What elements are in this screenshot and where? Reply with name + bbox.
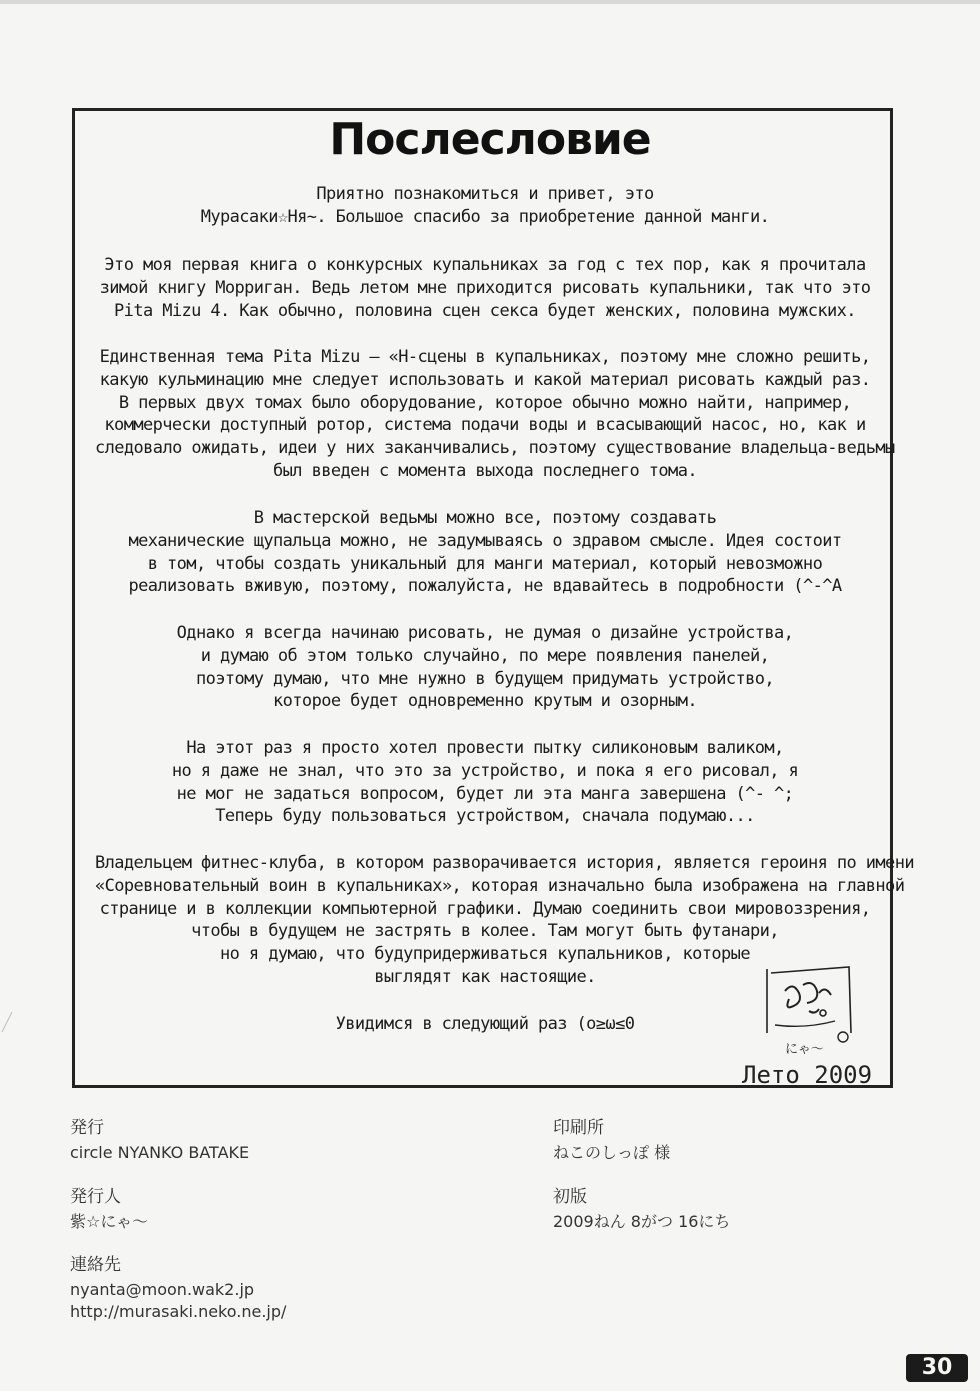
- text-line: Владельцем фитнес-клуба, в котором разворачивается история, является героиня по имени: [95, 853, 914, 873]
- text-line: которое будет одновременно крутым и озорным.: [273, 691, 697, 712]
- author-signature: [763, 963, 855, 1063]
- text-line: но я даже не знал, что это за устройство, и пока я его рисовал, я: [171, 760, 799, 781]
- publisher-block: [70, 1113, 249, 1164]
- text-line: чтобы в будущем не застрять в колее. Там могут быть футанари,: [191, 921, 779, 942]
- text-line: На этот раз я просто хотел провести пытку силиконовым валиком,: [186, 738, 784, 758]
- text-line: зимой книгу Морриган. Ведь летом мне приходится рисовать купальники, так что это: [99, 277, 871, 298]
- printer-label: 印刷所: [553, 1118, 604, 1138]
- contact-block: [70, 1250, 286, 1323]
- text-line: механические щупальца можно, не задумываясь о здравом смысле. Идея состоит: [128, 530, 842, 551]
- paragraph-2: [95, 254, 875, 322]
- first-edition-label: 初版: [553, 1187, 587, 1207]
- paragraph-8: [95, 1013, 875, 1036]
- text-line: не мог не задаться вопросом, будет ли эта манга завершена (^- ^;: [176, 783, 794, 804]
- text-line: Теперь буду пользоваться устройством, сначала подумаю...: [215, 806, 755, 827]
- printer-block: [553, 1113, 670, 1164]
- text-line: был введен с момента выхода последнего тома.: [273, 460, 697, 481]
- paragraph-3: [95, 346, 895, 483]
- first-edition-value: 2009ねん 8がつ 16にち: [553, 1212, 731, 1231]
- text-line: Единственная тема Pita Mizu — «Н-сцены в купальниках, поэтому мне сложно решить,: [99, 347, 871, 367]
- paragraph-1: [95, 183, 875, 229]
- first-edition-block: [553, 1182, 730, 1233]
- text-line: и думаю об этом только случайно, по мере появления панелей,: [200, 645, 770, 666]
- text-line: в том, чтобы создать уникальный для манги материал, который невозможно: [147, 553, 823, 574]
- contact-email: nyanta@moon.wak2.jp: [70, 1280, 255, 1299]
- paragraph-4: [95, 507, 875, 598]
- text-line: коммерчески доступный ротор, система подачи воды и всасывающий насос, но, как и: [104, 415, 866, 436]
- text-line: Это моя первая книга о конкурсных купальниках за год с тех пор, как я прочитала: [104, 255, 866, 275]
- page-number-badge: 30: [906, 1354, 968, 1382]
- signature-caption: にゃ〜: [785, 1042, 824, 1057]
- contact-label: 連絡先: [70, 1255, 121, 1275]
- text-line: В первых двух томах было оборудование, которое обычно можно найти, например,: [118, 392, 852, 413]
- text-line: выглядят как настоящие.: [374, 966, 596, 987]
- page-title: Послесловие: [329, 114, 651, 165]
- text-line: Мурасаки☆Ня~. Большое спасибо за приобретение данной манги.: [200, 206, 770, 227]
- date-label: Лето 2009: [742, 1061, 873, 1089]
- issuer-label: 発行人: [70, 1187, 121, 1207]
- text-line: странице и в коллекции компьютерной графики. Думаю соединить свои мировоззрения,: [99, 898, 871, 919]
- text-line: поэтому думаю, что мне нужно в будущем придумать устройство,: [195, 668, 775, 689]
- text-line: реализовать вживую, поэтому, пожалуйста, не вдавайтесь в подробности (^-^А: [128, 576, 842, 597]
- text-line: Приятно познакомиться и привет, это: [316, 184, 654, 204]
- margin-mark: [0, 1010, 14, 1034]
- printer-value: ねこのしっぽ 様: [553, 1143, 671, 1162]
- text-line: Однако я всегда начинаю рисовать, не думая о дизайне устройства,: [176, 623, 794, 643]
- paragraph-5: [95, 622, 875, 713]
- publisher-label: 発行: [70, 1118, 104, 1138]
- text-line: «Соревновательный воин в купальниках», которая изначально была изображена на главной: [95, 875, 905, 896]
- paragraph-6: [95, 737, 875, 828]
- issuer-block: [70, 1182, 148, 1233]
- text-line: Увидимся в следующий раз (o≥ω≤0: [335, 1014, 635, 1034]
- text-line: В мастерской ведьмы можно все, поэтому создавать: [253, 508, 717, 528]
- text-line: какую кульминацию мне следует использовать и какой материал рисовать каждый раз.: [99, 369, 871, 390]
- paragraph-7: [95, 852, 914, 989]
- contact-url: http://murasaki.neko.ne.jp/: [70, 1302, 287, 1321]
- issuer-value: 紫☆にゃ〜: [70, 1212, 149, 1231]
- publisher-value: circle NYANKO BATAKE: [70, 1143, 250, 1162]
- text-line: следовало ожидать, идеи у них заканчивались, поэтому существование владельца-ведьмы: [95, 438, 895, 459]
- top-edge-line: [0, 0, 980, 4]
- text-line: Pita Mizu 4. Как обычно, половина сцен секса будет женских, половина мужских.: [114, 300, 856, 321]
- text-line: но я думаю, что будупридерживаться купальников, которые: [220, 944, 750, 965]
